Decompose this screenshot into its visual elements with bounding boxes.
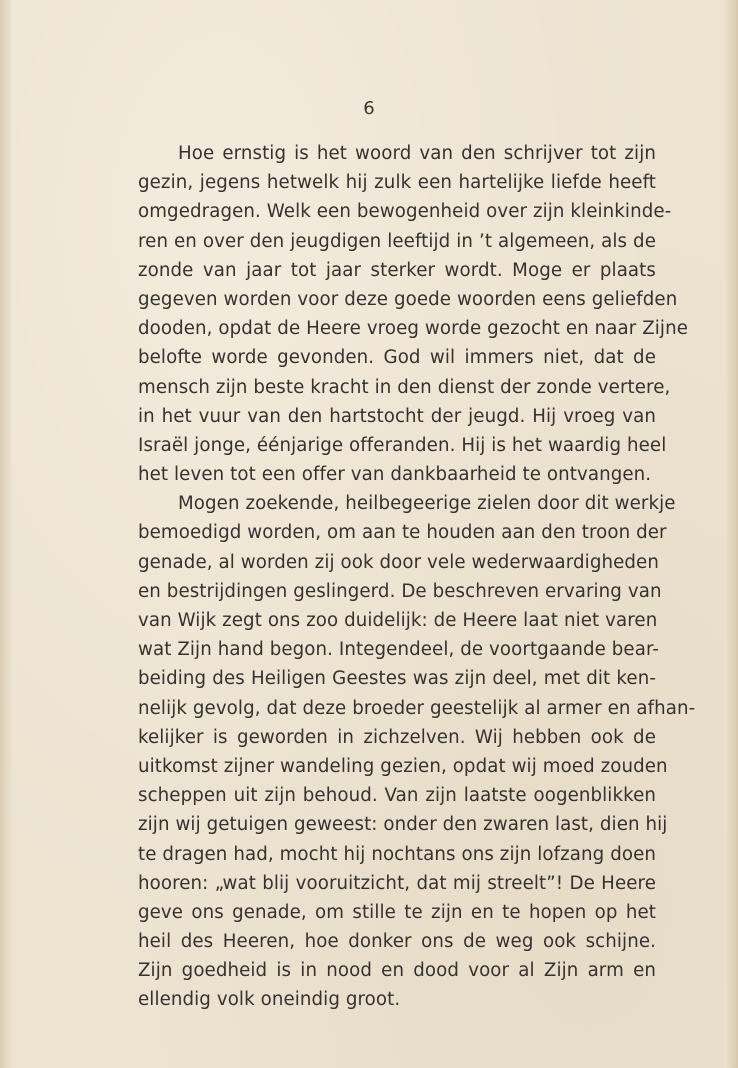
text-line: te dragen had, mocht hij nochtans ons zijn lofzang doen [138, 843, 656, 865]
text-line: bemoedigd worden, om aan te houden aan den troon der [138, 522, 667, 544]
text-line: scheppen uit zijn behoud. Van zijn laatste oogenblikken [138, 785, 656, 807]
text-line: ren en over den jeugdigen leeftijd in ’t algemeen, als de [138, 230, 656, 252]
text-line: in het vuur van den hartstocht der jeugd. Hij vroeg van [138, 405, 656, 427]
text-line: het leven tot een offer van dankbaarheid te ontvangen. [138, 464, 652, 486]
text-line: nelijk gevolg, dat deze broeder geestelijk al armer en afhan- [138, 697, 696, 719]
text-line: omgedragen. Welk een bewogenheid over zijn kleinkinde- [138, 201, 672, 223]
text-line: van Wijk zegt ons zoo duidelijk: de Heere laat niet varen [138, 610, 658, 631]
text-line: zonde van jaar tot jaar sterker wordt. Moge er plaats [138, 259, 656, 281]
page-left-edge [0, 0, 12, 1068]
text-line: belofte worde gevonden. God wil immers niet, dat de [138, 347, 656, 369]
text-line: gezin, jegens hetwelk hij zulk een hartelijke liefde heeft [138, 172, 656, 194]
text-line: heil des Heeren, hoe donker ons de weg ook schijne. [138, 931, 656, 953]
page-right-edge [724, 0, 738, 1068]
body-text [138, 139, 696, 1015]
text-line: uitkomst zijner wandeling gezien, opdat wij moed zouden [138, 755, 668, 777]
text-line: Hoe ernstig is het woord van den schrijver tot zijn [178, 143, 656, 164]
text-line: kelijker is geworden in zichzelven. Wij hebben ook de [138, 726, 656, 748]
text-line: hooren: „wat blij vooruitzicht, dat mij streelt”! De Heere [138, 872, 656, 894]
text-line: gegeven worden voor deze goede woorden eens geliefden [138, 288, 678, 310]
text-line: Zijn goedheid is in nood en dood voor al Zijn arm en [138, 960, 656, 982]
text-line: dooden, opdat de Heere vroeg worde gezocht en naar Zijne [138, 318, 688, 340]
text-line: beiding des Heiligen Geestes was zijn deel, met dit ken- [138, 668, 656, 690]
text-line: Israël jonge, éénjarige offeranden. Hij is het waardig heel [138, 434, 667, 456]
text-line: ellendig volk oneindig groot. [138, 989, 401, 1011]
text-line: zijn wij getuigen geweest: onder den zwaren last, dien hij [138, 814, 668, 836]
text-line: wat Zijn hand begon. Integendeel, de voortgaande bear- [138, 639, 660, 661]
text-line: en bestrijdingen geslingerd. De beschreven ervaring van [138, 580, 662, 602]
page-number: 6 [363, 98, 375, 119]
text-line: mensch zijn beste kracht in den dienst der zonde vertere, [138, 376, 671, 398]
text-line: geve ons genade, om stille te zijn en te hopen op het [138, 901, 656, 923]
text-line: genade, al worden zij ook door vele wederwaardigheden [138, 551, 659, 573]
text-line: Mogen zoekende, heilbegeerige zielen door dit werkje [178, 493, 676, 515]
